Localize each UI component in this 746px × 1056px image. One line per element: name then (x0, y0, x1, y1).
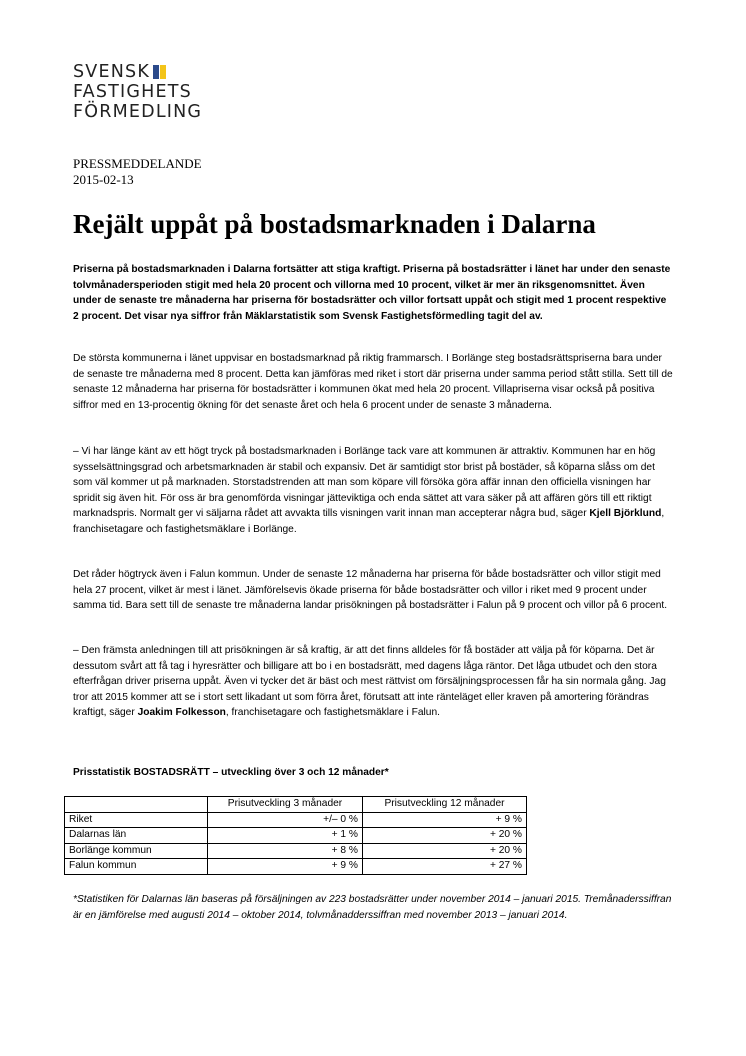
table-header-cell: Prisutveckling 3 månader (208, 797, 363, 813)
paragraph-1: De största kommunerna i länet uppvisar en bostadsmarknad på riktig frammarsch. I Borlänge steg bostadsrättspriserna bara under de senaste tre månaderna med 8 procent. Detta kan jämföras med riket i stort där priserna under samma period stått stilla. Sett till de senaste 12 månaderna har priserna för bostadsrätter i kommunen ökat med hela 20 procent. Villapriserna visar också på positiva siffror med en 13-procentig ökning för det senaste året och hela 6 procent under de senaste 3 månaderna. (73, 353, 673, 411)
paragraph-3: Det råder högtryck även i Falun kommun. Under de senaste 12 månaderna har priserna för både bostadsrätter och villor stigit med hela 27 procent, vilket är mest i länet. Jämförelsevis ökade priserna för både bostadsrätter och villor i riket med 9 procent under samma tid. Bara sett till de senaste tre månaderna landar prisökningen på bostadsrätter i Falun på 9 procent och villor på 6 procent. (73, 569, 668, 611)
footnote: *Statistiken för Dalarnas län baseras på försäljningen av 223 bostadsrätter under november 2014 – januari 2015. Tremånaderssiffran är en jämförelse med augusti 2014 – oktober 2014, tolvmånadderssiffran med november 2013 – januari 2014. (73, 894, 672, 921)
paragraph-4: – Den främsta anledningen till att prisökningen är så kraftig, är att det finns alldeles för få bostäder att välja på för köparna. Det är dessutom svårt att få tag i hyresrätter och billigare att bo i en bostadsrätt, med dagens låga räntor. Det låga utbudet och den stora efterfrågan driver priserna uppåt. Även vi tycker det är bäst och mest rättvist om försäljningsprocessen får ha sin normala gång. Jag tror att 2015 kommer att se i stort sett likadant ut som förra året, förutsatt att inte ränteläget eller kraven på amortering förändras kraftigt, säger Joakim Folkesson, franchisetagare och fastighetsmäklare i Falun. (73, 645, 666, 718)
table-cell: + 20 % (363, 828, 527, 844)
table-cell: Dalarnas län (65, 828, 208, 844)
price-stats-table (64, 796, 527, 875)
swedish-flag-icon (153, 65, 167, 79)
quote-name-kjell: Kjell Björklund (589, 508, 662, 519)
lead-paragraph: Priserna på bostadsmarknaden i Dalarna fortsätter att stiga kraftigt. Priserna på bostadsrätter i länet har under den senaste tolvmånadersperioden stigit med hela 20 procent och villorna med 10 procent, vilket är mer än riksgenomsnittet. Även under de senaste tre månaderna har priserna för bostadsrätter och villor fortsatt uppåt och stigit med 1 procent respektive 2 procent. Det visar nya siffror från Mäklarstatistik som Svensk Fastighetsförmedling tagit del av. (73, 264, 671, 322)
table-row (65, 843, 527, 859)
table-cell: Falun kommun (65, 859, 208, 875)
logo-line-1: SVENSK (73, 62, 223, 82)
paragraph-2: – Vi har länge känt av ett högt tryck på bostadsmarknaden i Borlänge tack vare att kommunen är attraktiv. Kommunen har en hög sysselsättningsgrad och arbetsmarknaden är stabil och expansiv. Det är samtidigt stor brist på bostäder, så köparna slåss om det som väl kommer ut på marknaden. Storstadstrenden att man som köpare vill försöka göra affär innan den officiella visningen har spridit sig även hit. För oss är bra genomförda visningar jätteviktiga och enda sättet att vara säker på att affären görs till ett riktigt marknadspris. Normalt ger vi säljarna rådet att avvakta tills visningen varit innan man accepterar några bud, säger Kjell Björklund, franchisetagare och fastighetsmäklare i Borlänge. (73, 446, 665, 535)
table-cell: + 8 % (208, 843, 363, 859)
table-header-row (65, 797, 527, 813)
press-date: 2015-02-13 (73, 172, 134, 187)
table-cell: + 9 % (363, 812, 527, 828)
table-cell: + 20 % (363, 843, 527, 859)
table-row (65, 828, 527, 844)
table-header-cell: Prisutveckling 12 månader (363, 797, 527, 813)
table-cell: +/– 0 % (208, 812, 363, 828)
table-header-cell (65, 797, 208, 813)
table-cell: + 27 % (363, 859, 527, 875)
table-cell: + 9 % (208, 859, 363, 875)
logo-line-3: FÖRMEDLING (73, 102, 203, 122)
table-cell: Riket (65, 812, 208, 828)
press-header (73, 156, 202, 188)
quote-name-joakim: Joakim Folkesson (137, 707, 226, 718)
page-title: Rejält uppåt på bostadsmarknaden i Dalarna (73, 209, 596, 239)
company-logo (73, 62, 223, 122)
logo-line-2: FASTIGHETS (73, 82, 192, 102)
table-row (65, 812, 527, 828)
table-cell: + 1 % (208, 828, 363, 844)
table-cell: Borlänge kommun (65, 843, 208, 859)
stats-title: Prisstatistik BOSTADSRÄTT – utveckling över 3 och 12 månader* (73, 767, 389, 778)
table-row (65, 859, 527, 875)
press-label: PRESSMEDDELANDE (73, 156, 202, 171)
